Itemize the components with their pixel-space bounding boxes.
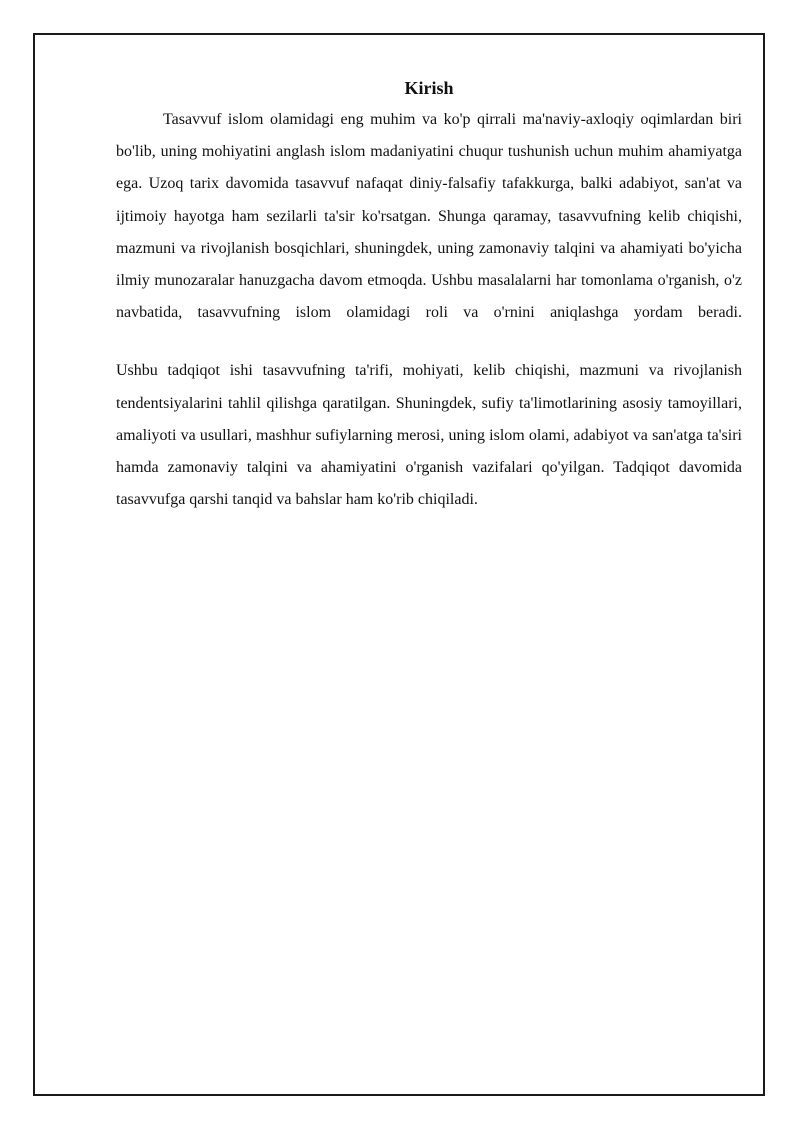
document-title: Kirish bbox=[404, 78, 454, 98]
intro-paragraph: Tasavvuf islom olamidagi eng muhim va ko'p qirrali ma'naviy-axloqiy oqimlardan biri bo'lib, uning mohiyatini anglash islom madaniyatini chuqur tushunish uchun muhim ahamiyatga ega. Uzoq tarix davomida tasavvuf nafaqat diniy-falsafiy tafakkurga, balki adabiyot, san'at va ijtimoiy hayotga ham sezilarli ta'sir ko'rsatgan. Shunga qaramay, tasavvufning kelib chiqishi, mazmuni va rivojlanish bosqichlari, shuningdek, uning zamonaviy talqini va ahamiyati bo'yicha ilmiy munozaralar hanuzgacha davom etmoqda. Ushbu masalalarni har tomonlama o'rganish, o'z navbatida, tasavvufning islom olamidagi roli va o'rnini aniqlashga yordam beradi. bbox=[116, 111, 742, 322]
objectives-paragraph: Ushbu tadqiqot ishi tasavvufning ta'rifi, mohiyati, kelib chiqishi, mazmuni va rivojlanish tendentsiyalarini tahlil qilishga qaratilgan. Shuningdek, sufiy ta'limotlarining asosiy tamoyillari, amaliyoti va usullari, mashhur sufiylarning merosi, uning islom olami, adabiyot va san'atga ta'siri hamda zamonaviy talqini va ahamiyatini o'rganish vazifalari qo'yilgan. Tadqiqot davomida tasavvufga qarshi tanqid va bahslar ham ko'rib chiqiladi. bbox=[116, 362, 742, 509]
document-body bbox=[116, 76, 742, 516]
